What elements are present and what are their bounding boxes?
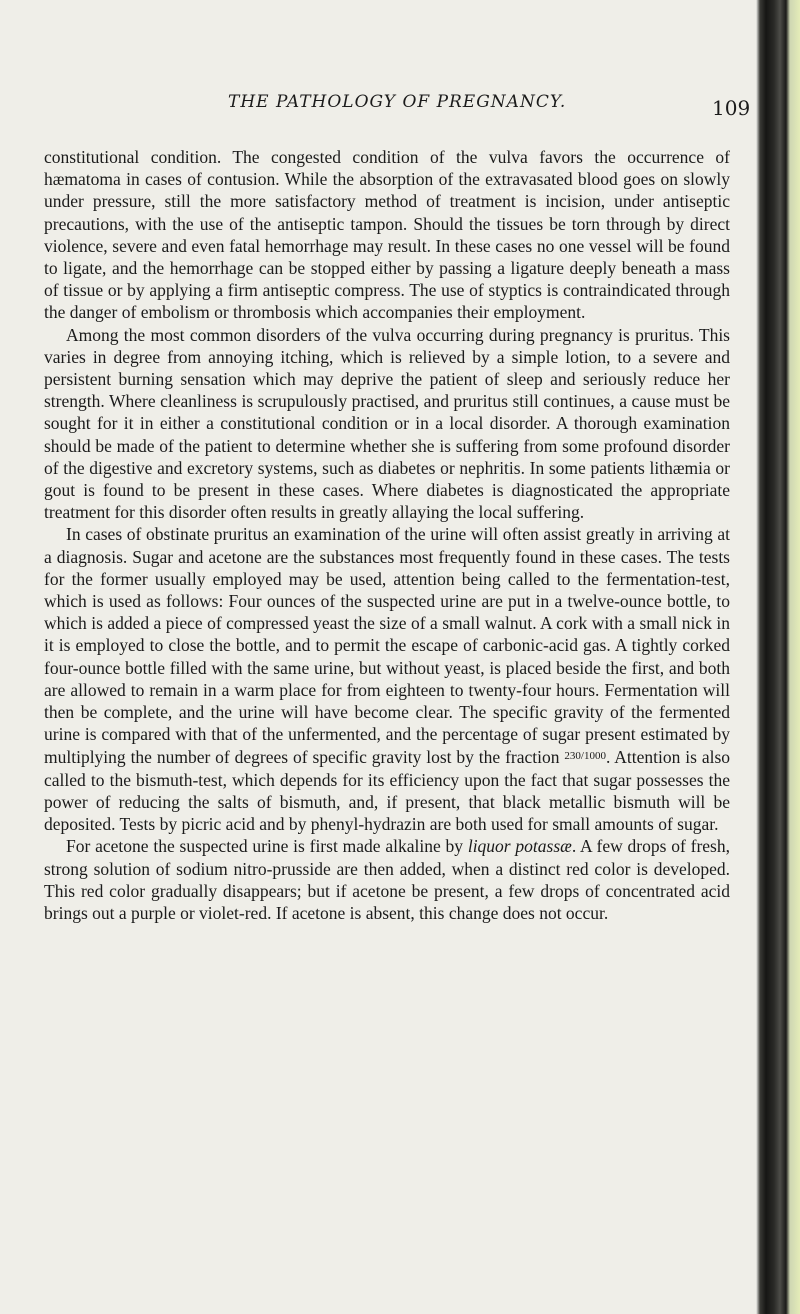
body-text [44,146,730,924]
italic-term: liquor potassæ [467,836,572,857]
page-number: 109 [712,96,751,120]
fraction: 230/1000 [564,750,606,763]
paragraph-1: constitutional condition. The congested condition of the vulva favors the occurrence of hæmatoma in cases of contusion. While the absorption of the extravasated blood goes on slowly under pressure, still the more satisfactory method of treatment is incision, under antiseptic precautions, with the use of the antiseptic tampon. Should the tissues be torn through by direct violence, severe and even fatal hemorrhage may result. In these cases no one vessel will be found to ligate, and the hemorrhage can be stopped either by passing a ligature deeply beneath a mass of tissue or by applying a firm antiseptic compress. The use of styptics is contraindicated through the danger of embolism or thrombosis which accompanies their employment. [44,147,730,323]
paragraph-4-part-a: For acetone the suspected urine is first made alkaline by [66,836,464,857]
paragraph-3 [44,523,730,835]
paragraph-4-part-b: . A few drops of fresh, strong solution of sodium nitro-prusside are then added, when a distinct red color is developed. This red color gradually disappears; but if acetone be present, a few drops of concentrated acid brings out a purple or violet-red. If acetone is absent, this change does not occur. [44,836,730,923]
paragraph-3-part-a: In cases of obstinate pruritus an examination of the urine will often assist greatly in arriving at a diagnosis. Sugar and acetone are the substances most frequently found in these cases. The tests for the former usually employed may be used, attention being called to the fermentation-test, which is used as follows: Four ounces of the suspected urine are put in a twelve-ounce bottle, to which is added a piece of compressed yeast the size of a small walnut. A cork with a small nick in it is employed to close the bottle, and to permit the escape of carbonic-acid gas. A tightly corked four-ounce bottle filled with the same urine, but without yeast, is placed beside the first, and both are allowed to remain in a warm place for from eighteen to twenty-four hours. Fermentation will then be complete, and the urine will have become clear. The specific gravity of the fermented urine is compared with that of the unfermented, and the percentage of sugar present estimated by multiplying the number of degrees of specific gravity lost by the fraction [44,524,730,768]
paragraph-2: Among the most common disorders of the vulva occurring during pregnancy is pruritus. This varies in degree from annoying itching, which is relieved by a simple lotion, to a severe and persistent burning sensation which may deprive the patient of sleep and seriously reduce her strength. Where cleanliness is scrupulously practised, and pruritus still continues, a cause must be sought for it in either a constitutional condition or in a local disorder. A thorough examination should be made of the patient to determine whether she is suffering from some profound disorder of the digestive and excretory systems, such as diabetes or nephritis. In some patients lithæmia or gout is found to be present in these cases. Where diabetes is diagnosticated the appropriate treatment for this disorder often results in greatly allaying the local suffering. [44,324,730,523]
paragraph-4 [44,835,730,924]
running-head: THE PATHOLOGY OF PREGNANCY. [228,92,567,112]
paragraph-3-part-b: . Attention is also called to the bismuth-test, which depends for its efficiency upon the fact that sugar possesses the power of reducing the salts of bismuth, and, if present, that black metallic bismuth will be deposited. Tests by picric acid and by phenyl-hydrazin are both used for small amounts of sugar. [44,747,731,835]
book-binding-edge [756,0,800,1314]
